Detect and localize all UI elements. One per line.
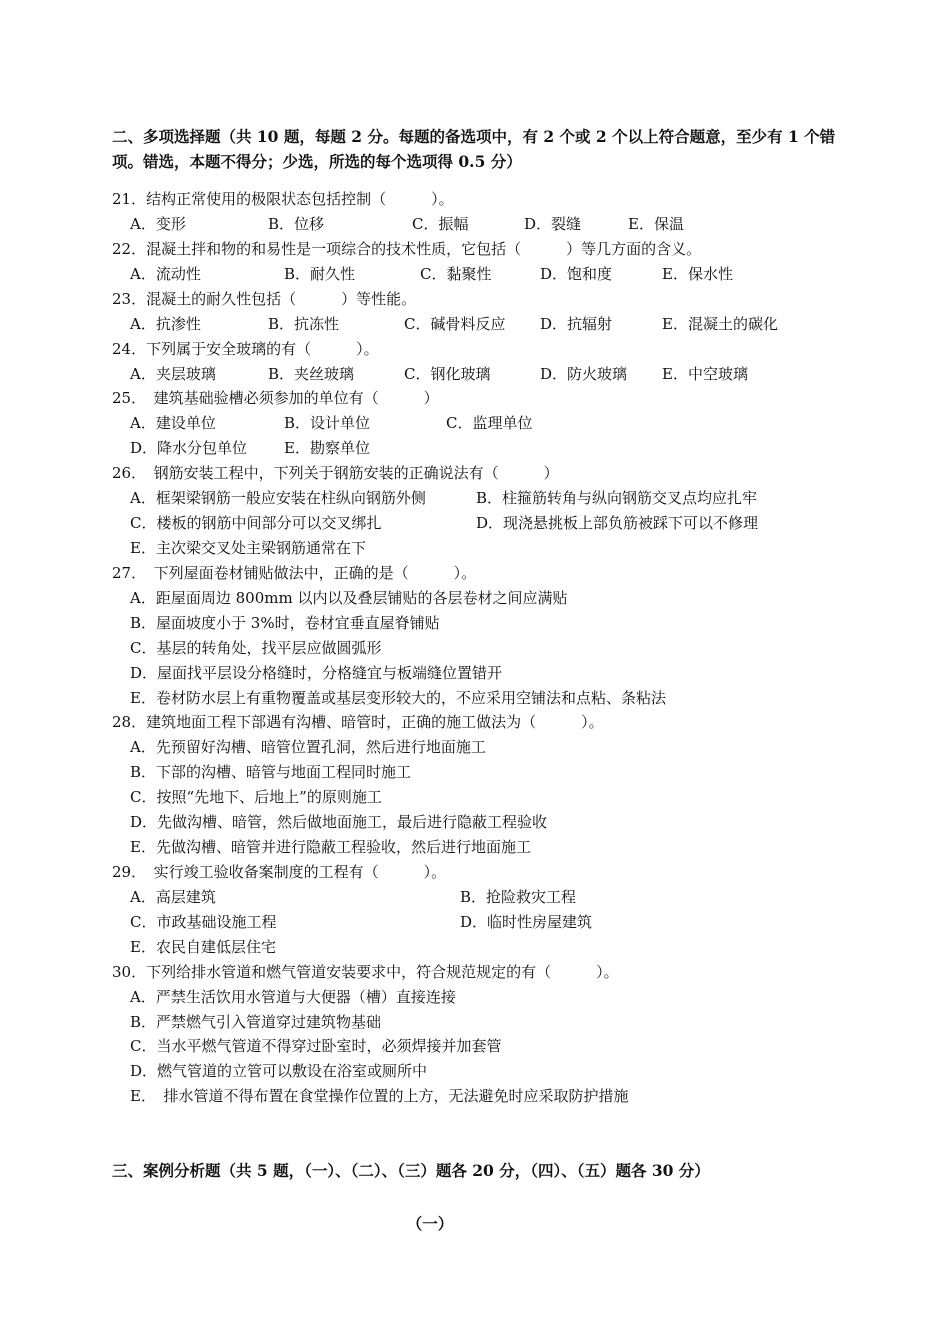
- q25-option-a: A．建设单位: [130, 414, 216, 432]
- q28-option-e: E．先做沟槽、暗管并进行隐蔽工程验收，然后进行地面施工: [130, 838, 531, 856]
- q27-option-c: C．基层的转角处，找平层应做圆弧形: [130, 639, 382, 657]
- q27-option-e: E．卷材防水层上有重物覆盖或基层变形较大的，不应采用空铺法和点粘、条粘法: [130, 689, 666, 707]
- q29-option-c: C．市政基础设施工程: [130, 913, 277, 931]
- q23-option-c: C．碱骨料反应: [404, 315, 506, 333]
- q30-option-a: A．严禁生活饮用水管道与大便器（槽）直接连接: [130, 988, 456, 1006]
- q29-option-a: A．高层建筑: [130, 888, 216, 906]
- q21-option-d: D．裂缝: [524, 215, 582, 233]
- q24-option-c: C．钢化玻璃: [404, 365, 491, 383]
- q25-option-e: E．勘察单位: [284, 439, 370, 457]
- q26-option-a: A．框架梁钢筋一般应安装在柱纵向钢筋外侧: [130, 489, 426, 507]
- q21-option-a: A．变形: [130, 215, 186, 233]
- q25-option-c: C．监理单位: [446, 414, 533, 432]
- question-24-stem: 24．下列属于安全玻璃的有（ ）。: [112, 340, 379, 358]
- question-25-stem: 25． 建筑基础验槽必须参加的单位有（ ）: [112, 389, 439, 407]
- q29-option-b: B．抢险救灾工程: [460, 888, 577, 906]
- q30-option-b: B．严禁燃气引入管道穿过建筑物基础: [130, 1013, 382, 1031]
- q26-option-b: B．柱箍筋转角与纵向钢筋交叉点均应扎牢: [476, 489, 758, 507]
- q25-option-b: B．设计单位: [284, 414, 371, 432]
- q27-option-d: D．屋面找平层设分格缝时，分格缝宜与板端缝位置错开: [130, 664, 503, 682]
- question-30-stem: 30．下列给排水管道和燃气管道安装要求中，符合规范规定的有（ ）。: [112, 963, 619, 981]
- q23-option-e: E．混凝土的碳化: [662, 315, 778, 333]
- q21-option-c: C．振幅: [412, 215, 469, 233]
- question-27-stem: 27． 下列屋面卷材铺贴做法中，正确的是（ ）。: [112, 564, 477, 582]
- question-29-stem: 29． 实行竣工验收备案制度的工程有（ ）。: [112, 863, 447, 881]
- q28-option-a: A．先预留好沟槽、暗管位置孔洞，然后进行地面施工: [130, 738, 486, 756]
- q24-option-d: D．防火玻璃: [540, 365, 628, 383]
- question-23-stem: 23．混凝土的耐久性包括（ ）等性能。: [112, 290, 417, 308]
- q23-option-b: B．抗冻性: [268, 315, 340, 333]
- q24-option-e: E．中空玻璃: [662, 365, 748, 383]
- question-28-stem: 28．建筑地面工程下部遇有沟槽、暗管时，正确的施工做法为（ ）。: [112, 713, 604, 731]
- q28-option-c: C．按照“先地下、后地上”的原则施工: [130, 788, 382, 806]
- q27-option-b: B．屋面坡度小于 3%时，卷材宜垂直屋脊铺贴: [130, 614, 440, 632]
- q21-option-b: B．位移: [268, 215, 325, 233]
- question-22-stem: 22．混凝土拌和物的和易性是一项综合的技术性质，它包括（ ）等几方面的含义。: [112, 240, 702, 258]
- section-2-heading-line-2: 项。错选，本题不得分；少选，所选的每个选项得 0.5 分）: [112, 152, 522, 171]
- q22-option-a: A．流动性: [130, 265, 201, 283]
- q22-option-e: E．保水性: [662, 265, 733, 283]
- q30-option-e: E． 排水管道不得布置在食堂操作位置的上方，无法避免时应采取防护措施: [130, 1087, 629, 1105]
- q26-option-c: C．楼板的钢筋中间部分可以交叉绑扎: [130, 514, 382, 532]
- section-2-heading-line-1: 二、多项选择题（共 10 题，每题 2 分。每题的备选项中，有 2 个或 2 个以上符合题意，至少有 1 个错: [112, 127, 836, 146]
- question-26-stem: 26． 钢筋安装工程中，下列关于钢筋安装的正确说法有（ ）: [112, 464, 559, 482]
- q30-option-c: C．当水平燃气管道不得穿过卧室时，必须焊接并加套管: [130, 1037, 502, 1055]
- q23-option-d: D．抗辐射: [540, 315, 613, 333]
- q23-option-a: A．抗渗性: [130, 315, 201, 333]
- q22-option-d: D．饱和度: [540, 265, 613, 283]
- question-21-stem: 21．结构正常使用的极限状态包括控制（ ）。: [112, 190, 454, 208]
- q29-option-e: E．农民自建低层住宅: [130, 938, 276, 956]
- section-3-heading: 三、案例分析题（共 5 题，（一）、（二）、（三）题各 20 分，（四）、（五）题各 30 分）: [112, 1161, 710, 1180]
- q22-option-b: B．耐久性: [284, 265, 356, 283]
- q27-option-a: A．距屋面周边 800mm 以内以及叠层铺贴的各层卷材之间应满贴: [130, 589, 568, 607]
- q21-option-e: E．保温: [628, 215, 684, 233]
- q30-option-d: D．燃气管道的立管可以敷设在浴室或厕所中: [130, 1062, 428, 1080]
- q24-option-a: A．夹层玻璃: [130, 365, 216, 383]
- q22-option-c: C．黏聚性: [420, 265, 492, 283]
- q28-option-b: B．下部的沟槽、暗管与地面工程同时施工: [130, 763, 412, 781]
- q26-option-d: D．现浇悬挑板上部负筋被踩下可以不修理: [476, 514, 759, 532]
- q25-option-d: D．降水分包单位: [130, 439, 248, 457]
- section-2-heading: [112, 124, 872, 174]
- q26-option-e: E．主次梁交叉处主梁钢筋通常在下: [130, 539, 366, 557]
- q24-option-b: B．夹丝玻璃: [268, 365, 355, 383]
- case-1-title: （一）: [406, 1214, 454, 1233]
- q29-option-d: D．临时性房屋建筑: [460, 913, 593, 931]
- q28-option-d: D．先做沟槽、暗管，然后做地面施工，最后进行隐蔽工程验收: [130, 813, 548, 831]
